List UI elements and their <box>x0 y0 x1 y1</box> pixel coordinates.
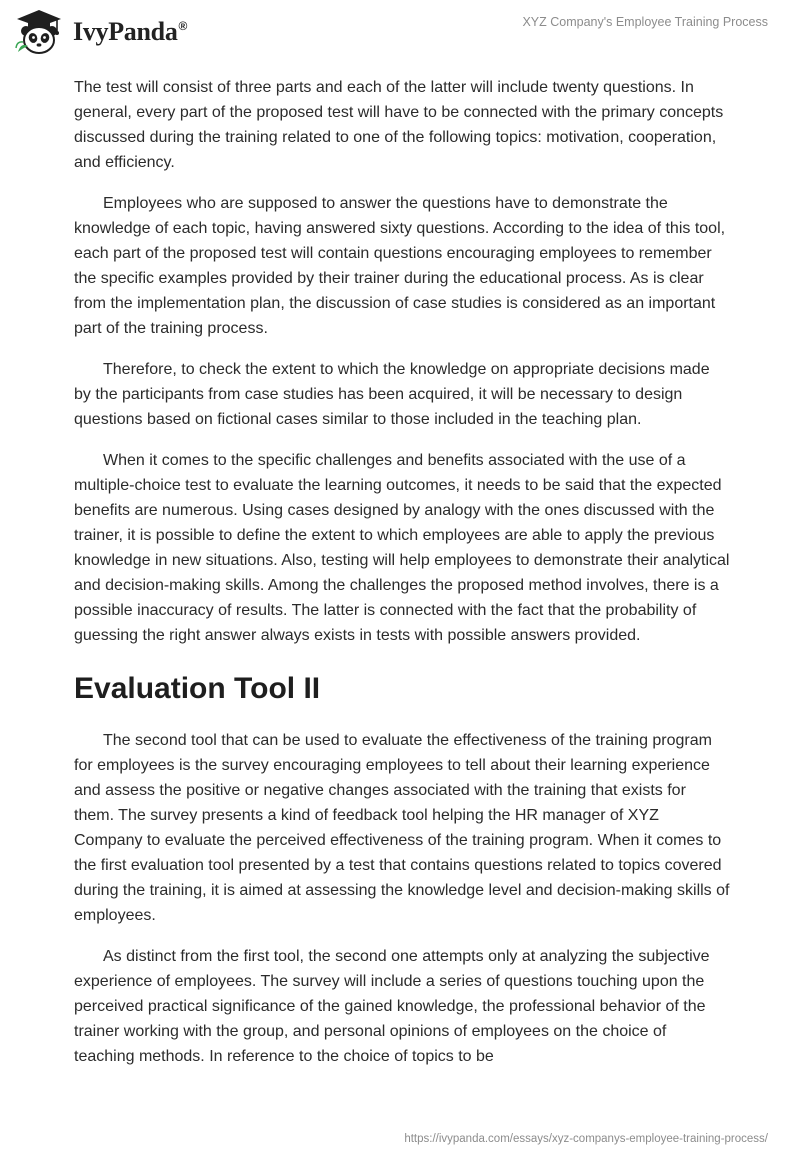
panda-graduate-icon <box>14 8 64 56</box>
brand-name: IvyPanda® <box>73 17 188 46</box>
ivypanda-logo[interactable] <box>14 8 187 56</box>
registered-mark: ® <box>178 19 188 34</box>
essay-content <box>74 75 730 1085</box>
paragraph-3: Therefore, to check the extent to which the knowledge on appropriate decisions made by the participants from case studies has been acquired, it will be necessary to design questions based on fictional cases similar to those included in the teaching plan. <box>74 361 710 428</box>
paragraph-6: As distinct from the first tool, the second one attempts only at analyzing the subjective experience of employees. The survey will include a series of questions touching upon the perceived practical significance of the gained knowledge, the professional behavior of the trainer working with the group, and personal opinions of employees on the choice of teaching methods. In reference to the choice of topics to be <box>74 948 710 1065</box>
paragraph-1: The test will consist of three parts and each of the latter will include twenty questions. In general, every part of the proposed test will have to be connected with the primary concepts discussed during the training related to one of the following topics: motivation, cooperation, and efficiency. <box>74 79 724 171</box>
paragraph-4: When it comes to the specific challenges and benefits associated with the use of a multiple-choice test to evaluate the learning outcomes, it needs to be said that the expected benefits are numerous. Using cases designed by analogy with the ones discussed with the trainer, it is possible to define the extent to which employees are able to apply the previous knowledge in new situations. Also, testing will help employees to demonstrate their analytical and decision-making skills. Among the challenges the proposed method involves, there is a possible inaccuracy of results. The latter is connected with the fact that the probability of guessing the right answer always exists in tests with possible answers provided. <box>74 452 730 644</box>
section-heading: Evaluation Tool II <box>74 672 321 705</box>
paragraph-5: The second tool that can be used to evaluate the effectiveness of the training program for employees is the survey encouraging employees to tell about their learning experience and assess the positive or negative changes associated with the training that exists for them. The survey presents a kind of feedback tool helping the HR manager of XYZ Company to evaluate the perceived effectiveness of the training program. When it comes to the first evaluation tool presented by a test that contains questions related to topics covered during the training, it is aimed at assessing the knowledge level and decision-making skills of employees. <box>74 732 730 924</box>
paragraph-2: Employees who are supposed to answer the questions have to demonstrate the knowledge of each topic, having answered sixty questions. According to the idea of this tool, each part of the proposed test will contain questions encouraging employees to remember the specific examples provided by their trainer during the educational process. As is clear from the implementation plan, the discussion of case studies is considered as an important part of the training process. <box>74 195 726 337</box>
source-url[interactable]: https://ivypanda.com/essays/xyz-companys-employee-training-process/ <box>404 1133 768 1145</box>
document-title: XYZ Company's Employee Training Process <box>522 15 768 29</box>
page-header <box>0 0 800 64</box>
